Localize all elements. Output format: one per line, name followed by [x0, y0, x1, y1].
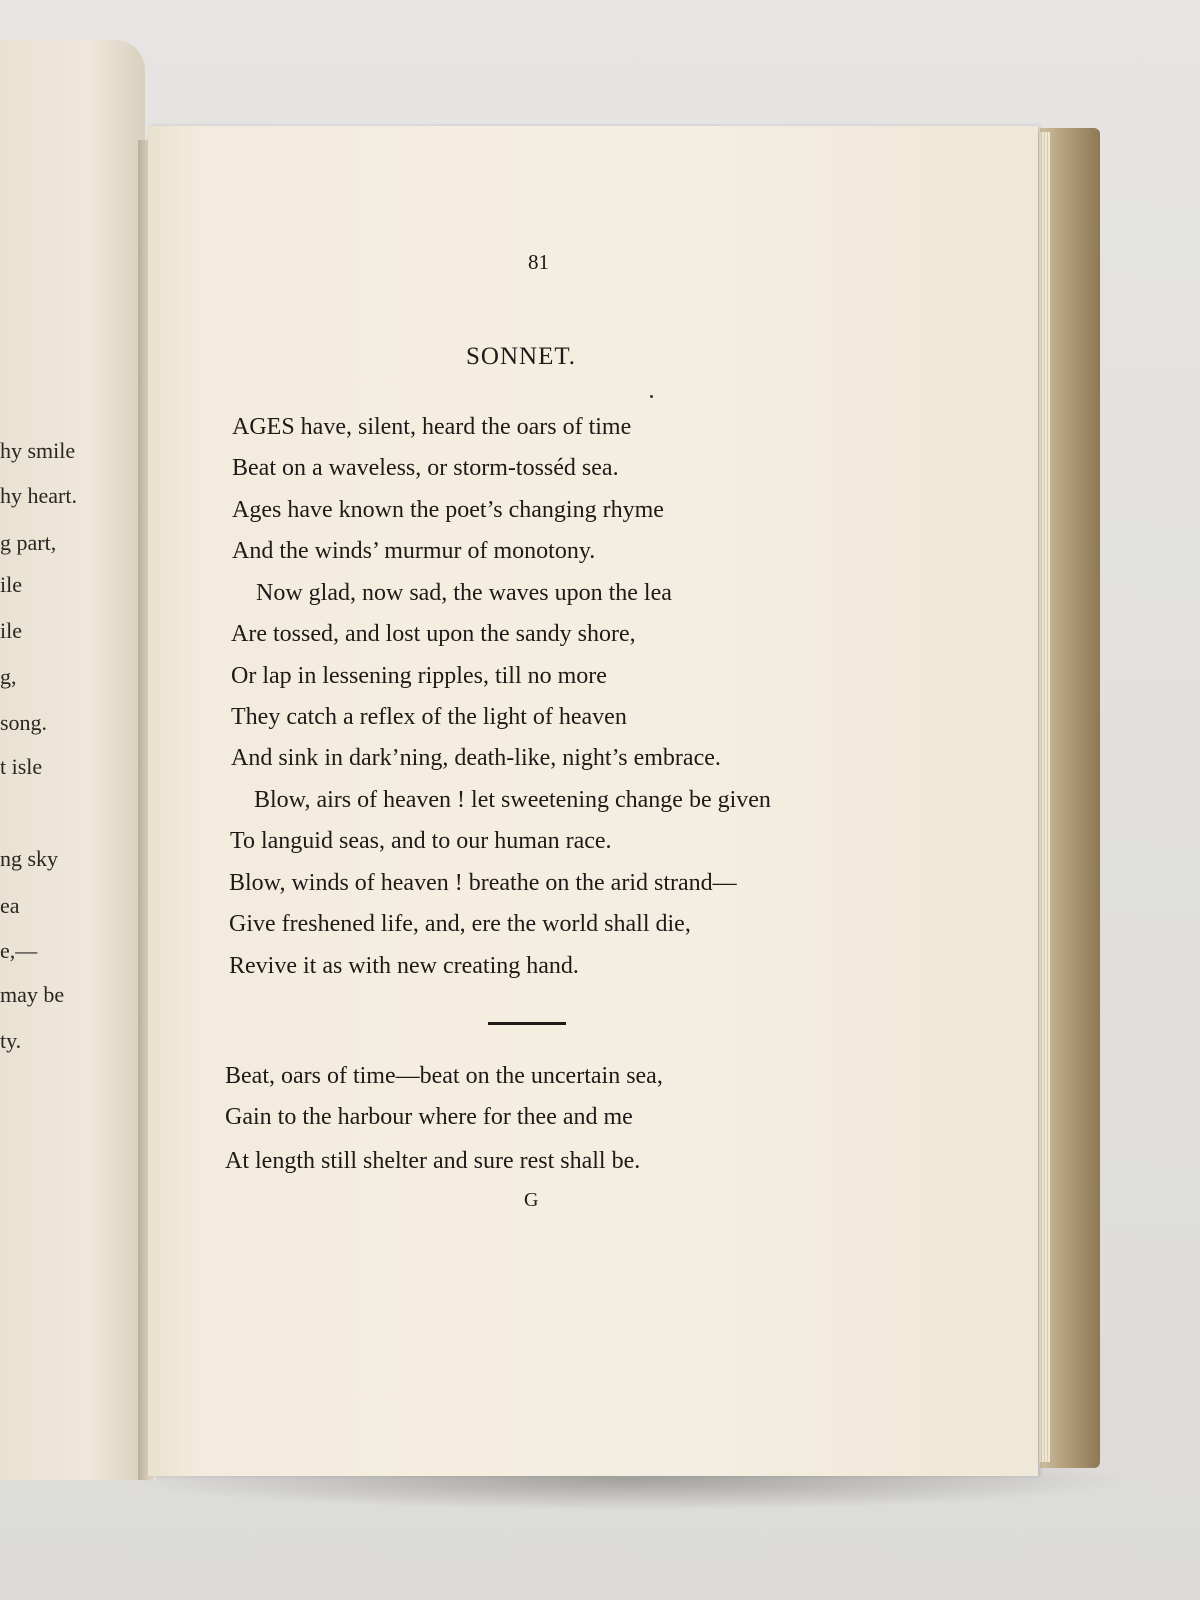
left-page-line: song.	[0, 710, 48, 735]
verse-line: They catch a reflex of the light of heaven	[231, 704, 627, 730]
verse-line: Blow, winds of heaven ! breathe on the arid strand—	[229, 870, 737, 896]
left-page-line: hy smile	[0, 438, 76, 463]
verse-line: Revive it as with new creating hand.	[229, 953, 579, 979]
verse-line: Beat on a waveless, or storm-tosséd sea.	[232, 455, 619, 481]
left-page-line: t isle	[0, 754, 43, 779]
verse-line: At length still shelter and sure rest shall be.	[225, 1148, 641, 1174]
verse-line: Gain to the harbour where for thee and me	[225, 1104, 633, 1130]
verse-line: AGES have, silent, heard the oars of time	[232, 414, 632, 440]
left-page-line: ng sky	[0, 846, 59, 871]
verse-line: Are tossed, and lost upon the sandy shore,	[231, 621, 636, 647]
left-page-line: ile	[0, 618, 22, 643]
left-page	[0, 40, 145, 1480]
verse-line: Now glad, now sad, the waves upon the lea	[256, 580, 672, 606]
left-page-line: hy heart.	[0, 483, 77, 508]
signature-mark: G	[524, 1189, 539, 1211]
verse-line: And sink in dark’ning, death-like, night’s embrace.	[231, 745, 721, 771]
left-page-line: may be	[0, 982, 65, 1007]
left-page-line: ile	[0, 572, 22, 597]
verse-line: Ages have known the poet’s changing rhyme	[232, 497, 664, 523]
left-page-line: ty.	[0, 1028, 22, 1053]
left-page-line: g part,	[0, 530, 57, 555]
left-page-line: g,	[0, 664, 17, 689]
verse-line: Give freshened life, and, ere the world shall die,	[229, 911, 691, 937]
verse-line: Or lap in lessening ripples, till no more	[231, 663, 607, 689]
verse-line: And the winds’ murmur of monotony.	[232, 538, 596, 564]
page-number: 81	[528, 250, 549, 274]
left-page-line: ea	[0, 893, 20, 918]
verse-line: Beat, oars of time—beat on the uncertain sea,	[225, 1063, 663, 1089]
verse-line: To languid seas, and to our human race.	[230, 828, 612, 854]
section-rule	[488, 1022, 566, 1025]
left-page-line: e,—	[0, 938, 38, 963]
ink-speck	[650, 395, 653, 398]
poem-title: SONNET.	[466, 343, 577, 370]
verse-line: Blow, airs of heaven ! let sweetening change be given	[254, 787, 771, 813]
